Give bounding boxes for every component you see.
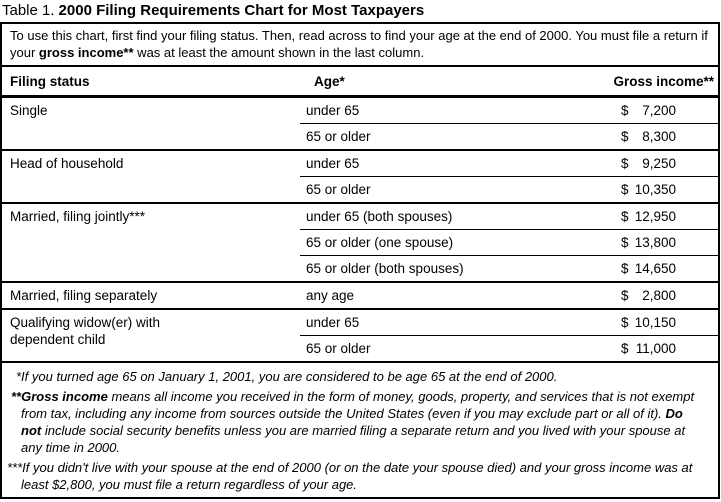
filing-status-cell <box>2 310 300 361</box>
dollar-sign: $ <box>621 129 629 144</box>
amount-cell <box>621 315 676 330</box>
amount-cell <box>621 235 676 250</box>
filing-status-label-line2: dependent child <box>10 332 106 347</box>
dollar-sign: $ <box>621 209 629 224</box>
age-rows <box>300 204 718 281</box>
table-body <box>2 98 718 361</box>
amount-value: 8,300 <box>642 129 676 144</box>
table-title <box>0 2 721 19</box>
filing-status-cell <box>2 204 300 281</box>
amount-value: 2,800 <box>642 288 676 303</box>
footnote-do-not-bold: Do not <box>21 406 683 438</box>
age-cell: 65 or older <box>306 129 371 144</box>
age-row <box>300 151 718 176</box>
table-row-group-married-separately <box>2 281 718 308</box>
table-row-group-single <box>2 98 718 149</box>
amount-cell <box>621 209 676 224</box>
footnote-age-65: *If you turned age 65 on January 1, 2001, you are considered to be age 65 at the end of 2000. <box>16 369 558 384</box>
amount-cell <box>621 261 676 276</box>
table-row-group-head-of-household <box>2 149 718 202</box>
intro-gross-income-bold: gross income** <box>38 44 134 60</box>
amount-value: 9,250 <box>642 156 676 171</box>
header-gross-income: Gross income** <box>613 74 714 89</box>
age-rows <box>300 310 718 361</box>
footnote-gross-income-text-1: means all income you received in the form of money, goods, property, and services that is not exempt from tax, including any income from sources outside the United States (even if you may exclude part or all of it). <box>21 389 695 421</box>
footnote-spouse: ***If you didn't live with your spouse at the end of 2000 (or on the date your spouse died) and your gross income was at least $2,800, you must file a return regardless of your age. <box>7 460 693 492</box>
amount-value: 12,950 <box>634 209 676 224</box>
filing-status-label: Married, filing separately <box>10 288 158 303</box>
dollar-sign: $ <box>621 182 629 197</box>
dollar-sign: $ <box>621 103 629 118</box>
age-cell: any age <box>306 288 355 303</box>
age-row <box>300 98 718 123</box>
dollar-sign: $ <box>621 341 629 356</box>
dollar-sign: $ <box>621 315 629 330</box>
footnotes-section <box>2 361 718 497</box>
filing-requirements-table <box>0 22 720 499</box>
age-row <box>300 335 718 361</box>
footnote-gross-income-bold: **Gross income <box>11 389 108 404</box>
amount-value: 11,000 <box>635 341 676 356</box>
table-title-prefix: Table 1. <box>2 2 55 19</box>
age-cell: under 65 <box>306 103 360 118</box>
dollar-sign: $ <box>621 156 629 171</box>
amount-cell <box>621 182 676 197</box>
age-cell: 65 or older <box>306 182 371 197</box>
intro-text-1: To use this chart, first find your filing status. Then, read across to find your age at the end of 2000. You must file a return if your <box>10 28 708 60</box>
header-age: Age* <box>314 74 345 89</box>
amount-value: 7,200 <box>642 103 676 118</box>
age-cell: under 65 <box>306 315 360 330</box>
amount-cell <box>621 103 676 118</box>
intro-instructions <box>2 24 718 67</box>
age-cell: 65 or older (one spouse) <box>306 235 454 250</box>
age-cell: under 65 (both spouses) <box>306 209 453 224</box>
footnote-gross-income <box>11 388 704 456</box>
amount-value: 10,350 <box>634 182 676 197</box>
amount-value: 14,650 <box>634 261 676 276</box>
dollar-sign: $ <box>621 288 629 303</box>
table-title-main: 2000 Filing Requirements Chart for Most Taxpayers <box>58 2 425 19</box>
dollar-sign: $ <box>621 235 629 250</box>
filing-status-label: Head of household <box>10 156 124 171</box>
table-row-group-qualifying-widower <box>2 308 718 361</box>
age-row <box>300 204 718 229</box>
amount-cell <box>621 156 676 171</box>
filing-status-label: Single <box>10 103 48 118</box>
age-row <box>300 229 718 255</box>
table-header-row <box>2 67 718 98</box>
age-rows <box>300 98 718 149</box>
amount-cell <box>621 341 676 356</box>
filing-status-label: Qualifying widow(er) with <box>10 315 161 330</box>
table-row-group-married-jointly <box>2 202 718 281</box>
filing-status-cell <box>2 151 300 202</box>
amount-value: 10,150 <box>634 315 676 330</box>
header-filing-status: Filing status <box>10 74 90 89</box>
age-cell: 65 or older (both spouses) <box>306 261 464 276</box>
filing-status-label: Married, filing jointly*** <box>10 209 146 224</box>
amount-value: 13,800 <box>634 235 676 250</box>
age-row <box>300 310 718 335</box>
age-row <box>300 123 718 149</box>
filing-status-cell <box>2 283 300 308</box>
age-row <box>300 176 718 202</box>
age-cell: 65 or older <box>306 341 371 356</box>
age-row <box>300 283 718 308</box>
age-row <box>300 255 718 281</box>
age-cell: under 65 <box>306 156 360 171</box>
age-rows <box>300 151 718 202</box>
dollar-sign: $ <box>621 261 629 276</box>
age-rows <box>300 283 718 308</box>
footnote-gross-income-text-2: include social security benefits unless you are married filing a separate return and you lived with your spouse at any time in 2000. <box>21 423 686 455</box>
amount-cell <box>621 129 676 144</box>
amount-cell <box>621 288 676 303</box>
intro-text-2: was at least the amount shown in the last column. <box>133 44 425 60</box>
filing-status-cell <box>2 98 300 149</box>
